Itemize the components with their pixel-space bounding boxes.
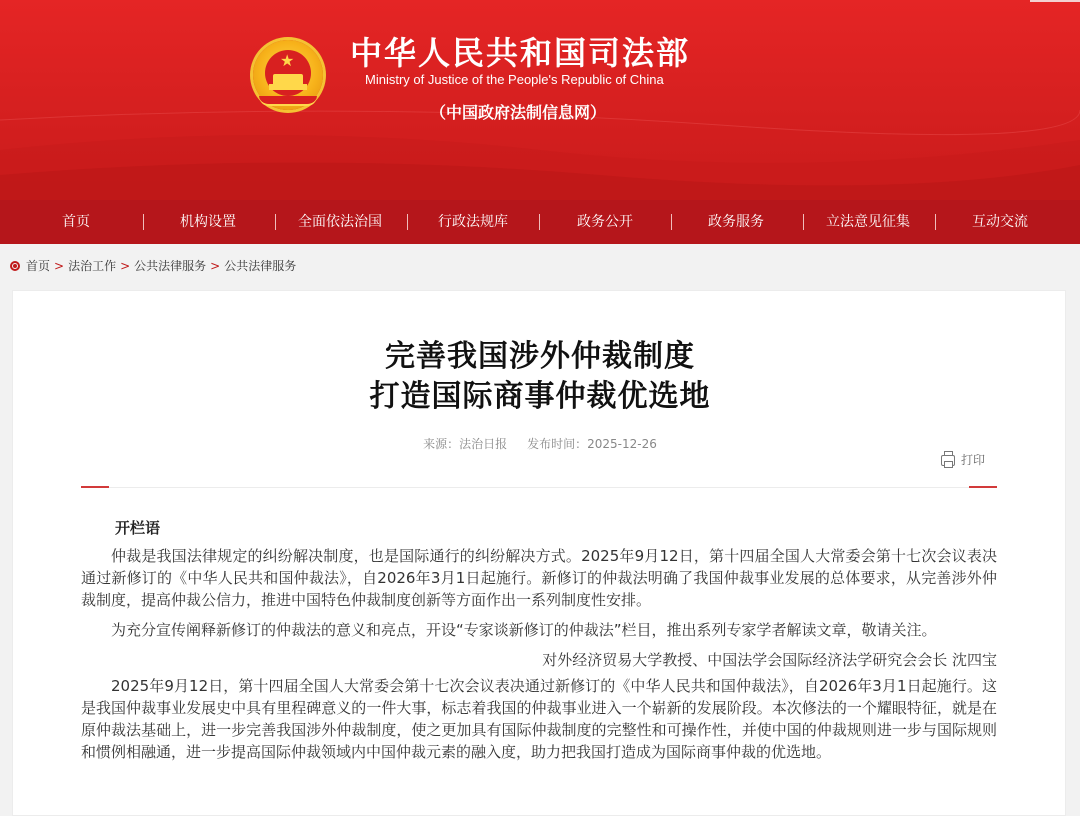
site-title-en: Ministry of Justice of the People's Republic of China — [365, 72, 664, 87]
body-paragraph: 2025年9月12日，第十四届全国人大常委会第十七次会议表决通过新修订的《中华人民共和国仲裁法》，自2026年3月1日起施行。这是我国仲裁事业发展史中具有里程碑意义的一件大事，标志着我国的仲裁事业进入一个崭新的发展阶段。本次修法的一个耀眼特征，就是在原仲裁法基础上，进一步完善我国涉外仲裁制度，使之更加具有国际仲裁制度的完整性和可操作性，并使中国的仲裁规则进一步与国际规则和惯例相融通，进一步提高国际仲裁领域内中国仲裁元素的融入度，助力把我国打造成为国际商事仲裁的优选地。 — [81, 677, 997, 761]
nav-separator — [407, 214, 408, 230]
article-body — [81, 517, 997, 771]
nav-separator — [671, 214, 672, 230]
header-corner-line — [1030, 0, 1080, 2]
print-label: 打印 — [961, 453, 986, 467]
nav-item-rule-of-law[interactable]: 全面依法治国 — [298, 214, 382, 230]
article-panel — [12, 290, 1066, 816]
article-author: 对外经济贸易大学教授、中国法学会国际经济法学研究会会长 沈四宝 — [542, 651, 997, 669]
print-button[interactable] — [941, 451, 985, 468]
breadcrumb — [10, 258, 296, 274]
breadcrumb-separator: > — [54, 259, 65, 273]
breadcrumb-link-public-legal-services[interactable]: 公共法律服务 — [134, 259, 207, 273]
column-heading: 开栏语 — [115, 519, 161, 537]
nav-item-gov-services[interactable]: 政务服务 — [708, 214, 764, 230]
site-subtitle: （中国政府法制信息网） — [430, 103, 607, 122]
nav-item-home[interactable]: 首页 — [62, 214, 90, 230]
nav-item-interaction[interactable]: 互动交流 — [972, 214, 1028, 230]
breadcrumb-separator: > — [210, 259, 221, 273]
title-divider — [81, 487, 997, 488]
nav-separator — [275, 214, 276, 230]
nav-separator — [539, 214, 540, 230]
breadcrumb-separator: > — [120, 259, 131, 273]
intro-paragraph: 仲裁是我国法律规定的纠纷解决制度，也是国际通行的纠纷解决方式。2025年9月12日，第十四届全国人大常委会第十七次会议表决通过新修订的《中华人民共和国仲裁法》，自2026年3月1日起施行。新修订的仲裁法明确了我国仲裁事业发展的总体要求，从完善涉外仲裁制度，提高仲裁公信力，推进中国特色仲裁制度创新等方面作出一系列制度性安排。 — [81, 547, 997, 609]
article-source: 来源：法治日报 — [423, 437, 508, 451]
article-title-line2: 打造国际商事仲裁优选地 — [369, 379, 711, 414]
article-meta — [13, 435, 1067, 452]
nav-separator — [935, 214, 936, 230]
breadcrumb-link-home[interactable]: 首页 — [26, 259, 51, 273]
nav-item-regulations[interactable]: 行政法规库 — [438, 214, 508, 230]
nav-item-organization[interactable]: 机构设置 — [180, 214, 236, 230]
breadcrumb-current[interactable]: 公共法律服务 — [224, 259, 297, 273]
nav-item-legislation-feedback[interactable]: 立法意见征集 — [826, 214, 910, 230]
printer-icon — [941, 455, 955, 466]
article-title-line1: 完善我国涉外仲裁制度 — [385, 339, 695, 374]
site-header — [0, 0, 1080, 200]
nav-separator — [803, 214, 804, 230]
intro-paragraph: 为充分宣传阐释新修订的仲裁法的意义和亮点，开设“专家谈新修订的仲裁法”栏目，推出系列专家学者解读文章，敬请关注。 — [111, 621, 937, 639]
article-date: 发布时间：2025-12-26 — [527, 437, 657, 451]
location-icon — [10, 261, 20, 271]
nav-separator — [143, 214, 144, 230]
main-nav — [0, 200, 1080, 244]
breadcrumb-link-legal-work[interactable]: 法治工作 — [68, 259, 117, 273]
national-emblem-icon[interactable]: ★ — [253, 40, 323, 110]
nav-item-open-government[interactable]: 政务公开 — [577, 214, 633, 230]
site-title[interactable]: 中华人民共和国司法部 — [350, 34, 691, 72]
